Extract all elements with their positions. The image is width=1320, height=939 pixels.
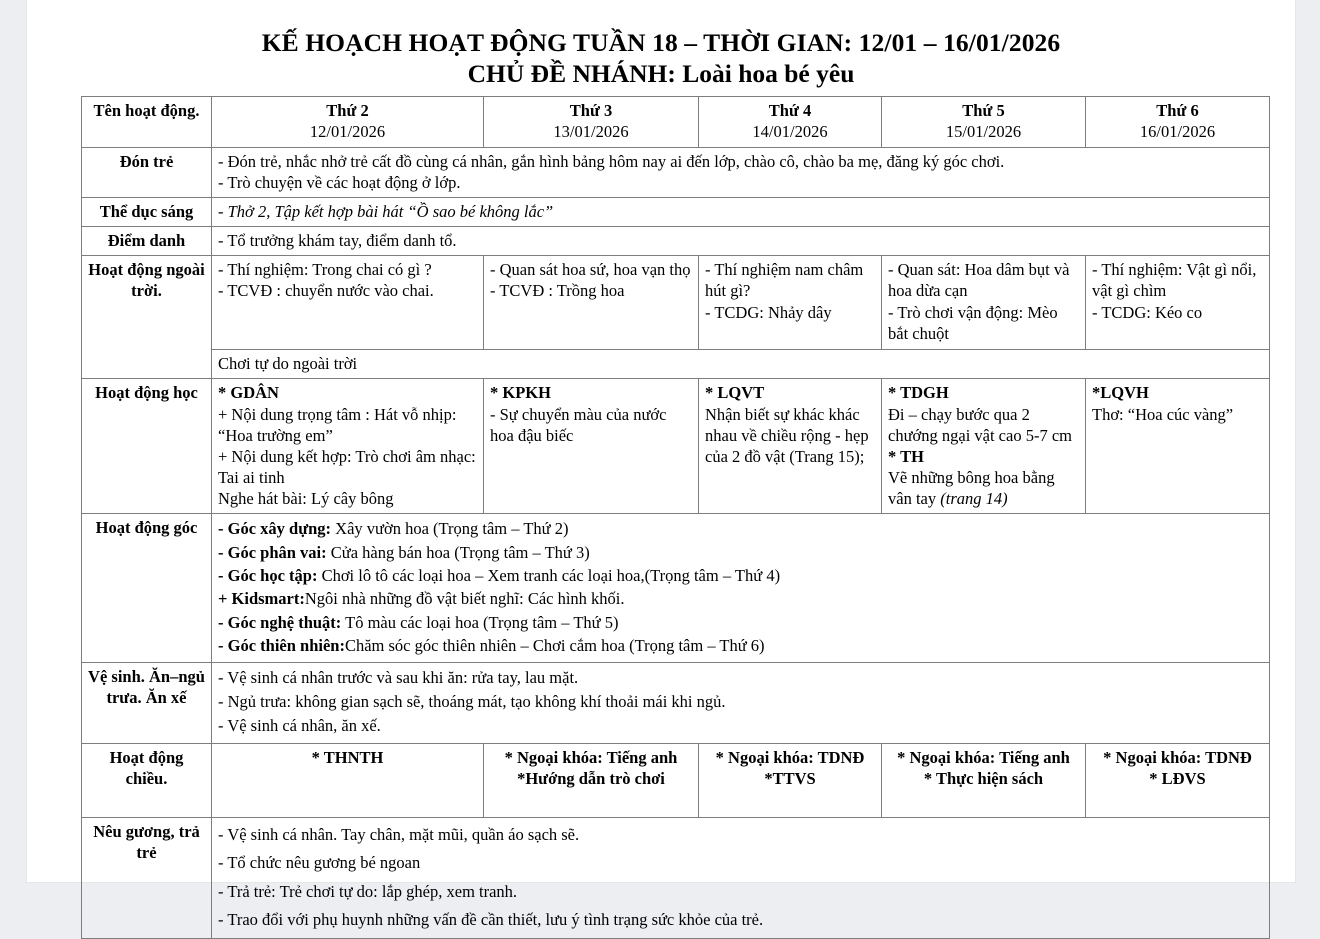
text-line: - Trò chơi vận động: Mèo bắt chuột [888,302,1058,343]
subject-heading: *LQVH [1092,383,1149,403]
cell-hoat-dong-goc-content [212,514,1270,663]
text-plain: Vẽ những bông hoa bằng vân tay [888,467,1055,508]
text-line [888,467,1079,509]
text-line: - Trả trẻ: Trẻ chơi tự do: lắp ghép, xem tranh. [218,881,518,901]
row-hoat-dong-hoc [82,379,1270,514]
text-line: - TCVĐ : Trồng hoa [490,281,625,301]
text-line: * Ngoại khóa: Tiếng anh [504,747,678,767]
header-day-5 [1086,97,1270,148]
text-line: * LĐVS [1149,768,1206,788]
corner-name: - Góc xây dựng: [218,519,332,539]
header-day-1 [212,97,484,148]
text-line: - Thí nghiệm: Trong chai có gì ? [218,260,432,280]
cell-hoc-day-3 [699,379,882,514]
document-page [27,0,1295,929]
day-name: Thứ 3 [569,101,613,120]
header-day-3 [699,97,882,148]
row-label-don-tre: Đón trẻ [82,147,212,197]
text-line: - Thí nghiệm nam châm hút gì? [705,260,864,301]
corner-name: - Góc thiên nhiên: [218,636,345,656]
text-line: Thơ: “Hoa cúc vàng” [1092,404,1234,424]
text-line: - Vệ sinh cá nhân trước và sau khi ăn: rửa tay, lau mặt. [218,667,579,687]
cell-chieu-day-1 [212,743,484,817]
text-line: * THNTH [311,747,384,767]
text-line: + Nội dung trọng tâm : Hát vỗ nhịp: “Hoa trường em” [218,404,457,445]
corner-item [218,611,1263,634]
text-line: - Đón trẻ, nhắc nhở trẻ cất đồ cùng cá nhân, gắn hình bảng hôm nay ai đến lớp, chào cô, chào ba mẹ, đăng ký góc chơi. [218,151,1005,171]
subject-heading: * GDÂN [218,383,279,403]
subject-heading: * KPKH [490,383,551,403]
subject-heading: * TDGH [888,383,949,403]
text-line: - Trao đổi với phụ huynh những vấn đề cần thiết, lưu ý tình trạng sức khỏe của trẻ. [218,909,764,929]
corner-name: - Góc phân vai: [218,542,327,562]
day-date: 13/01/2026 [553,122,629,142]
text-line: - Ngủ trưa: không gian sạch sẽ, thoáng mát, tạo không khí thoải mái khi ngủ. [218,692,726,712]
row-the-duc-sang [82,198,1270,227]
day-date: 14/01/2026 [752,122,828,142]
corner-desc: Tô màu các loại hoa (Trọng tâm – Thứ 5) [341,612,619,632]
corner-item [218,541,1263,564]
cell-hoc-day-1 [212,379,484,514]
row-label-hoat-dong-goc: Hoạt động góc [82,514,212,663]
row-hoat-dong-goc [82,514,1270,663]
text-line: - Quan sát: Hoa dâm bụt và hoa dừa cạn [888,260,1070,301]
corner-desc: Chơi lô tô các loại hoa – Xem tranh các loại hoa,(Trọng tâm – Thứ 4) [317,565,781,585]
day-date: 16/01/2026 [1139,122,1216,142]
day-name: Thứ 5 [962,101,1005,120]
day-name: Thứ 6 [1156,101,1199,120]
text-line: - Quan sát hoa sứ, hoa vạn thọ [490,260,691,280]
day-name: Thứ 2 [326,101,369,120]
row-label-ve-sinh: Vệ sinh. Ăn–ngủ trưa. Ăn xế [82,662,212,743]
cell-chieu-day-3 [699,743,882,817]
cell-ngoai-troi-day-3 [699,256,882,350]
row-label-ngoai-troi: Hoạt động ngoài trời. [82,256,212,379]
row-label-hoat-dong-chieu: Hoạt động chiều. [82,743,212,817]
text-line: - Tổ trưởng khám tay, điểm danh tổ. [218,231,457,251]
corner-name: + Kidsmart: [218,589,305,609]
text-line: Nhận biết sự khác khác nhau về chiều rộng - hẹp của 2 đồ vật (Trang 15); [705,404,869,466]
cell-chieu-day-5 [1086,743,1270,817]
cell-ngoai-troi-day-1 [212,256,484,350]
text-line: * Ngoại khóa: TDNĐ [1103,747,1252,767]
day-date: 15/01/2026 [945,122,1022,142]
text-line: Đi – chạy bước qua 2 chướng ngại vật cao 5-7 cm [888,404,1072,445]
header-activity-name: Tên hoạt động. [82,97,212,148]
header-day-2 [484,97,699,148]
text-line: - Sự chuyển màu của nước hoa đậu biếc [490,404,667,445]
subject-heading: * LQVT [705,383,765,403]
row-neu-guong [82,817,1270,939]
document-title-block [27,0,1295,89]
corner-name: - Góc học tập: [218,565,318,585]
page-title: KẾ HOẠCH HOẠT ĐỘNG TUẦN 18 – THỜI GIAN: 12/01 – 16/01/2026 [261,28,1061,57]
day-date: 12/01/2026 [309,122,386,142]
corner-item [218,587,1263,610]
corner-desc: Cửa hàng bán hoa (Trọng tâm – Thứ 3) [326,542,590,562]
weekly-plan-table [81,96,1270,939]
text-line: - Thở 2, Tập kết hợp bài hát “Ồ sao bé không lắc” [218,202,554,222]
text-line: - Trò chuyện về các hoạt động ở lớp. [218,172,461,192]
cell-the-duc-sang-content [212,198,1270,227]
text-line: - TCDG: Kéo co [1092,302,1203,322]
cell-chieu-day-4 [882,743,1086,817]
text-line: - Thí nghiệm: Vật gì nổi, vật gì chìm [1092,260,1257,301]
cell-ngoai-troi-day-5 [1086,256,1270,350]
text-italic: (trang 14) [940,488,1008,508]
cell-hoc-day-2 [484,379,699,514]
corner-name: - Góc nghệ thuật: [218,612,342,632]
text-line: - Tổ chức nêu gương bé ngoan [218,853,421,873]
cell-hoc-day-4 [882,379,1086,514]
row-label-diem-danh: Điểm danh [82,227,212,256]
corner-item [218,564,1263,587]
row-label-the-duc-sang: Thể dục sáng [82,198,212,227]
row-diem-danh [82,227,1270,256]
row-ngoai-troi [82,256,1270,350]
page-subtitle: CHỦ ĐỀ NHÁNH: Loài hoa bé yêu [467,59,855,89]
subject-heading-2: * TH [888,446,924,466]
text-line: *Hướng dẫn trò chơi [517,768,665,788]
text-line: - TCDG: Nhảy dây [705,302,832,322]
corner-desc: Xây vườn hoa (Trọng tâm – Thứ 2) [331,519,569,539]
text-line: - Vệ sinh cá nhân, ăn xế. [218,716,381,736]
cell-ve-sinh-content [212,662,1270,743]
cell-chieu-day-2 [484,743,699,817]
day-name: Thứ 4 [768,101,812,120]
cell-hoc-day-5 [1086,379,1270,514]
text-line: * Thực hiện sách [923,768,1044,788]
row-label-hoat-dong-hoc: Hoạt động học [82,379,212,514]
text-line: Nghe hát bài: Lý cây bông [218,488,394,508]
corner-item [218,517,1263,540]
cell-free-play: Chơi tự do ngoài trời [212,350,1270,379]
cell-don-tre-content [212,147,1270,197]
table-header-row [82,97,1270,148]
cell-ngoai-troi-day-2 [484,256,699,350]
row-label-neu-guong: Nêu gương, trả trẻ [82,817,212,939]
row-hoat-dong-chieu [82,743,1270,817]
text-line: + Nội dung kết hợp: Trò chơi âm nhạc: Tai ai tinh [218,446,476,487]
text-line: * Ngoại khóa: Tiếng anh [897,747,1070,767]
row-don-tre [82,147,1270,197]
corner-desc: Chăm sóc góc thiên nhiên – Chơi cắm hoa (Trọng tâm – Thứ 6) [344,636,765,656]
cell-diem-danh-content [212,227,1270,256]
cell-neu-guong-content [212,817,1270,939]
text-line: *TTVS [764,768,816,788]
text-line: - TCVĐ : chuyển nước vào chai. [218,281,434,301]
corner-item [218,634,1263,657]
header-day-4 [882,97,1086,148]
corner-desc: Ngôi nhà những đồ vật biết nghĩ: Các hình khối. [304,589,625,609]
row-ve-sinh [82,662,1270,743]
row-ngoai-troi-free-play [82,350,1270,379]
text-line: - Vệ sinh cá nhân. Tay chân, mặt mũi, quần áo sạch sẽ. [218,824,580,844]
cell-ngoai-troi-day-4 [882,256,1086,350]
text-line: * Ngoại khóa: TDNĐ [715,747,865,767]
